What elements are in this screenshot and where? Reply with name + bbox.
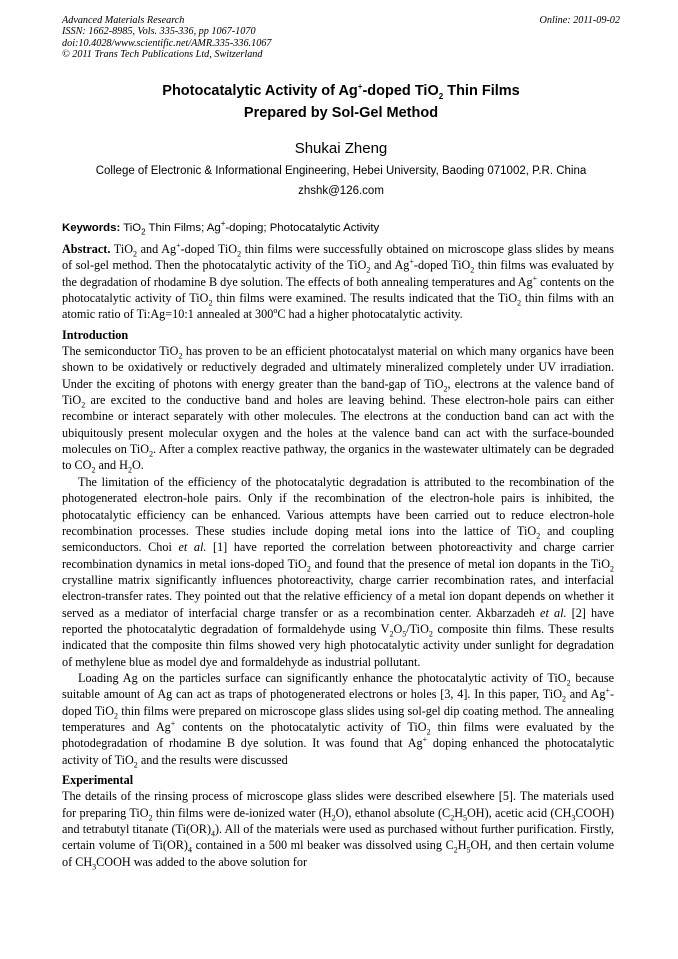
affiliation: College of Electronic & Informational Engineering, Hebei University, Baoding 071002, P.R. China (95, 165, 587, 177)
journal-name: Advanced Materials Research (62, 15, 185, 26)
abstract-label: Abstract. (62, 242, 111, 256)
online-date: Online: 2011-09-02 (539, 15, 620, 26)
title-sup: + (357, 82, 363, 92)
title-part: -doped TiO (362, 83, 439, 99)
title-line-2: Prepared by Sol-Gel Method (243, 105, 439, 121)
intro-paragraph-2: The limitation of the efficiency of the photocatalytic degradation is attributed to the recombination of the photogenerated electron-hole pairs. Only if the recombination of the electron-hole pairs is inhibited, the photocatalytic efficiency can be enhanced. Various attempts have been carried out to reduce electron-hole recombination processes. These studies include doping metal ions into the lattice of TiO$_2$ and coupling semiconductors. Choi et al. [1] have reported the correlation between photoreactivity and charge carrier recombination dynamics in metal ions-doped TiO$_2$ and found that the presence of metal ion dopants in the TiO$_2$ crystalline matrix significantly influences photoreactivity, charge carrier recombination rates, and interfacial electron-transfer rates. They pointed out that the relative efficiency of a metal ion dopant depends on whether it served as a mediator of interfacial charge transfer or as a recombination center. Akbarzadeh et al. [2] have reported the photocatalytic degradation of formaldehyde using $V_2O_5/TiO_2$ composite thin films. These results indicated that the composite thin films showed very high photocatalytic activity under sunlight for degradation of methylene blue as model dye and formaldehyde as industrial pollutant. (62, 474, 615, 669)
author-email[interactable]: zhshk@126.com (298, 185, 384, 197)
keywords: Keywords: TiO$_2$ Thin Films; Ag+-doping; Photocatalytic Activity (62, 219, 380, 237)
intro-paragraph-1: The semiconductor TiO$_2$ has proven to be an efficient photocatalyst material on which many organics have been shown to be oxidatively or reductively degraded and ultimately mineralized completely under UV irradiation. Under the exciting of photons with energy greater than the band-gap of TiO$_2$, electrons at the valence band of TiO$_2$ are excited to the conductive band and holes are leaving behind. These electron-hole pairs can either recombine or interact separately with other molecules. The electrons at the conduction band can act with the ubiquitously present molecular oxygen and the holes at the valence band can act with the surface-bounded molecules on TiO$_2$. After a complex reactive pathway, the organics in the wastewater ultimately can be degraded to $CO_2$ and $H_2O$. (62, 344, 614, 475)
title-part: Thin Films (443, 83, 520, 99)
experimental-paragraph: The details of the rinsing process of microscope glass slides were described elsewhere [5]. The materials used for preparing TiO$_2$ thin films were de-ionized water $(H_2O)$, ethanol absolute $(C_2H_5OH)$, acetic acid $(CH_3COOH)$ and tetrabutyl titanate $(Ti(OR)_4)$. All of the materials were used as purchased without further purification. Firstly, certain volume of $Ti(OR)_4$ contained in a 500 ml beaker was dissolved using $C_2H_5OH$, and then certain volume of $CH_3COOH$ was added to the above solution for (62, 789, 614, 872)
title-sub: 2 (438, 91, 444, 101)
article-body (62, 241, 614, 870)
abstract-paragraph: Abstract. TiO$_2$ and Ag+-doped TiO$_2$ thin films were successfully obtained on microscope glass slides by means of sol-gel method. Then the photocatalytic activity of the TiO$_2$ and Ag+-doped TiO$_2$ thin films was evaluated by the degradation of rhodamine B dye solution. The effects of both annealing temperatures and Ag+ contents on the photocatalytic activity of TiO$_2$ thin films were examined. The results indicated that the TiO$_2$ thin films with an atomic ratio of Ti:Ag=10:1 annealed at 300$^o$C had a higher photocatalytic activity. (62, 240, 615, 322)
paper-title (62, 80, 620, 124)
copyright-line: © 2011 Trans Tech Publications Ltd, Switzerland (62, 48, 263, 60)
experimental-heading: Experimental (62, 773, 134, 787)
title-part: Photocatalytic Activity of Ag (162, 83, 358, 99)
introduction-heading: Introduction (62, 327, 129, 342)
keywords-label: Keywords: (62, 222, 121, 234)
journal-header (62, 15, 620, 60)
issn-line: ISSN: 1662-8985, Vols. 335-336, pp 1067-1070 (62, 26, 256, 38)
author-name: Shukai Zheng (294, 140, 388, 157)
doi-line: doi:10.4028/www.scientific.net/AMR.335-336.1067 (62, 37, 272, 49)
intro-paragraph-3: Loading Ag on the particles surface can significantly enhance the photocatalytic activity of TiO$_2$ because suitable amount of Ag can act as traps of photogenerated electrons or holes [3, 4]. In this paper, TiO$_2$ and Ag+-doped TiO$_2$ thin films were prepared on microscope glass slides using sol-gel dip coating method. The annealing temperatures and Ag+ contents on the photocatalytic activity of TiO$_2$ thin films were evaluated by the photodegradation of rhodamine B dye solution. It was found that Ag+ doping enhanced the photocatalytic activity of TiO$_2$ and the results were discussed (62, 670, 615, 770)
